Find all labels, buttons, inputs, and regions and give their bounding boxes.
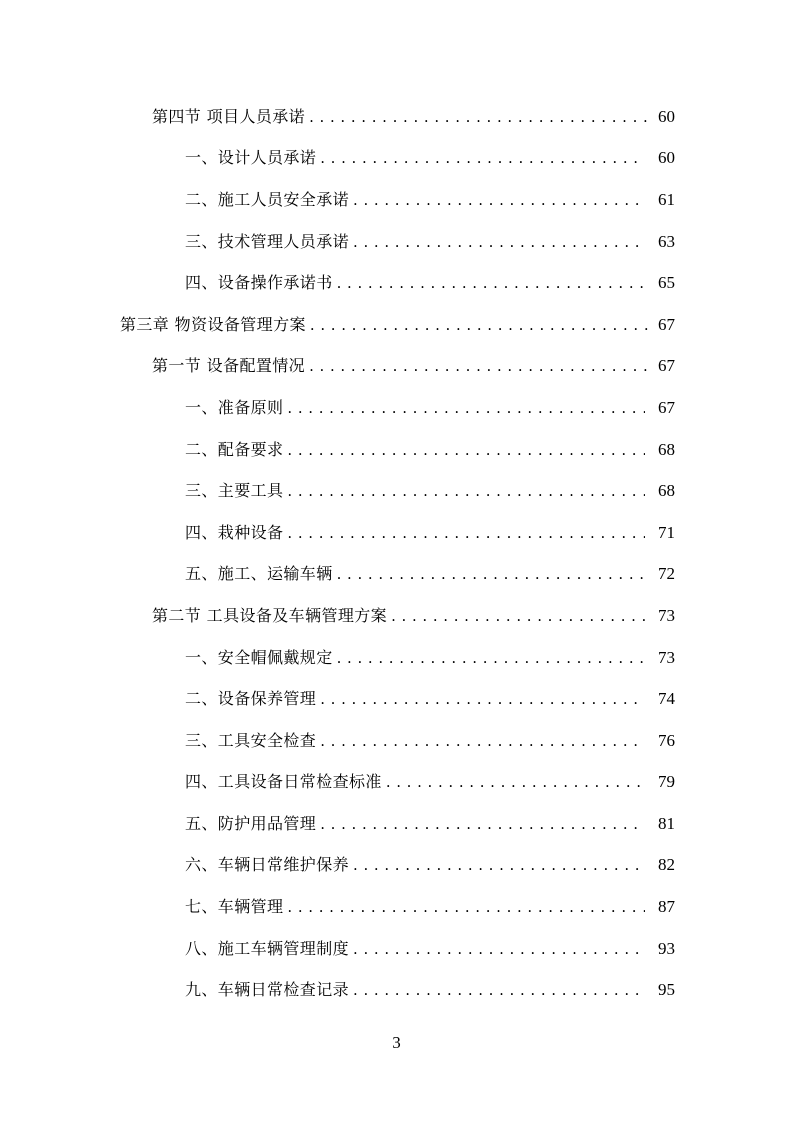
toc-entry-title: 三、主要工具 (185, 481, 284, 501)
toc-entry-page: 79 (658, 772, 675, 792)
toc-entry-title: 二、配备要求 (185, 439, 284, 459)
toc-dot-leader (353, 939, 645, 959)
toc-entry-page: 95 (658, 980, 675, 1000)
toc-dot-leader (391, 606, 651, 626)
toc-dot-leader (287, 398, 645, 418)
toc-entry-title: 三、工具安全检查 (185, 730, 317, 750)
toc-entry-page: 71 (658, 522, 675, 542)
toc-entry-title: 二、施工人员安全承诺 (185, 189, 350, 209)
toc-entry[interactable] (0, 96, 675, 138)
toc-dot-leader (287, 440, 645, 460)
toc-dot-leader (309, 107, 651, 127)
toc-entry[interactable] (0, 969, 675, 1011)
toc-entry-page: 67 (658, 314, 675, 334)
toc-entry-page: 68 (658, 439, 675, 459)
toc-entry[interactable] (0, 179, 675, 221)
toc-entry-page: 87 (658, 897, 675, 917)
toc-entry[interactable] (0, 678, 675, 720)
toc-entry[interactable] (0, 470, 675, 512)
toc-entry[interactable] (0, 762, 675, 804)
toc-entry-page: 74 (658, 689, 675, 709)
page-number: 3 (392, 1033, 401, 1052)
toc-entry-page: 63 (658, 231, 675, 251)
toc-entry-page: 68 (658, 481, 675, 501)
toc-entry[interactable] (0, 138, 675, 180)
toc-entry[interactable] (0, 928, 675, 970)
toc-entry-title: 第二节 工具设备及车辆管理方案 (152, 605, 388, 625)
toc-entry-title: 七、车辆管理 (185, 897, 284, 917)
toc-dot-leader (353, 232, 645, 252)
toc-entry-title: 二、设备保养管理 (185, 689, 317, 709)
toc-dot-leader (337, 564, 645, 584)
toc-dot-leader (337, 273, 645, 293)
toc-entry-title: 第三章 物资设备管理方案 (120, 314, 306, 334)
toc-entry-page: 67 (658, 356, 675, 376)
toc-entry-title: 六、车辆日常维护保养 (185, 855, 350, 875)
toc-entry[interactable] (0, 803, 675, 845)
toc-dot-leader (287, 481, 645, 501)
toc-entry-title: 四、设备操作承诺书 (185, 273, 333, 293)
toc-entry-title: 五、施工、运输车辆 (185, 564, 333, 584)
toc-entry-page: 65 (658, 273, 675, 293)
toc-entry-title: 四、工具设备日常检查标准 (185, 772, 382, 792)
toc-dot-leader (353, 190, 645, 210)
toc-dot-leader (287, 897, 645, 917)
toc-entry[interactable] (0, 886, 675, 928)
toc-entry[interactable] (0, 221, 675, 263)
toc-entry[interactable] (0, 637, 675, 679)
toc-entry-title: 九、车辆日常检查记录 (185, 980, 350, 1000)
toc-entry-title: 一、安全帽佩戴规定 (185, 647, 333, 667)
toc-dot-leader (320, 148, 645, 168)
toc-entry[interactable] (0, 304, 675, 346)
toc-entry[interactable] (0, 387, 675, 429)
toc-entry-title: 四、栽种设备 (185, 522, 284, 542)
toc-entry-title: 八、施工车辆管理制度 (185, 938, 350, 958)
toc-entry[interactable] (0, 346, 675, 388)
toc-dot-leader (320, 814, 645, 834)
toc-entry-title: 第四节 项目人员承诺 (152, 106, 306, 126)
toc-entry-page: 60 (658, 148, 675, 168)
toc-entry-page: 67 (658, 397, 675, 417)
toc-dot-leader (287, 523, 645, 543)
toc-dot-leader (353, 855, 645, 875)
toc-entry[interactable] (0, 720, 675, 762)
toc-entry-title: 一、准备原则 (185, 397, 284, 417)
toc-dot-leader (353, 980, 645, 1000)
toc-entry[interactable] (0, 262, 675, 304)
toc-entry-page: 82 (658, 855, 675, 875)
toc-dot-leader (337, 648, 645, 668)
toc-entry-page: 73 (658, 605, 675, 625)
toc-entry[interactable] (0, 429, 675, 471)
toc-dot-leader (309, 356, 651, 376)
toc-entry-page: 60 (658, 106, 675, 126)
table-of-contents (0, 96, 793, 1011)
toc-entry-title: 第一节 设备配置情况 (152, 356, 306, 376)
toc-entry-title: 五、防护用品管理 (185, 813, 317, 833)
toc-dot-leader (386, 772, 645, 792)
toc-entry-page: 93 (658, 938, 675, 958)
toc-entry-page: 61 (658, 189, 675, 209)
toc-dot-leader (320, 689, 645, 709)
toc-entry[interactable] (0, 554, 675, 596)
toc-entry-page: 76 (658, 730, 675, 750)
toc-dot-leader (320, 731, 645, 751)
toc-entry-title: 一、设计人员承诺 (185, 148, 317, 168)
toc-entry-page: 72 (658, 564, 675, 584)
toc-entry-page: 73 (658, 647, 675, 667)
toc-entry[interactable] (0, 595, 675, 637)
toc-entry[interactable] (0, 512, 675, 554)
toc-entry[interactable] (0, 845, 675, 887)
toc-dot-leader (310, 315, 651, 335)
toc-entry-title: 三、技术管理人员承诺 (185, 231, 350, 251)
toc-entry-page: 81 (658, 813, 675, 833)
